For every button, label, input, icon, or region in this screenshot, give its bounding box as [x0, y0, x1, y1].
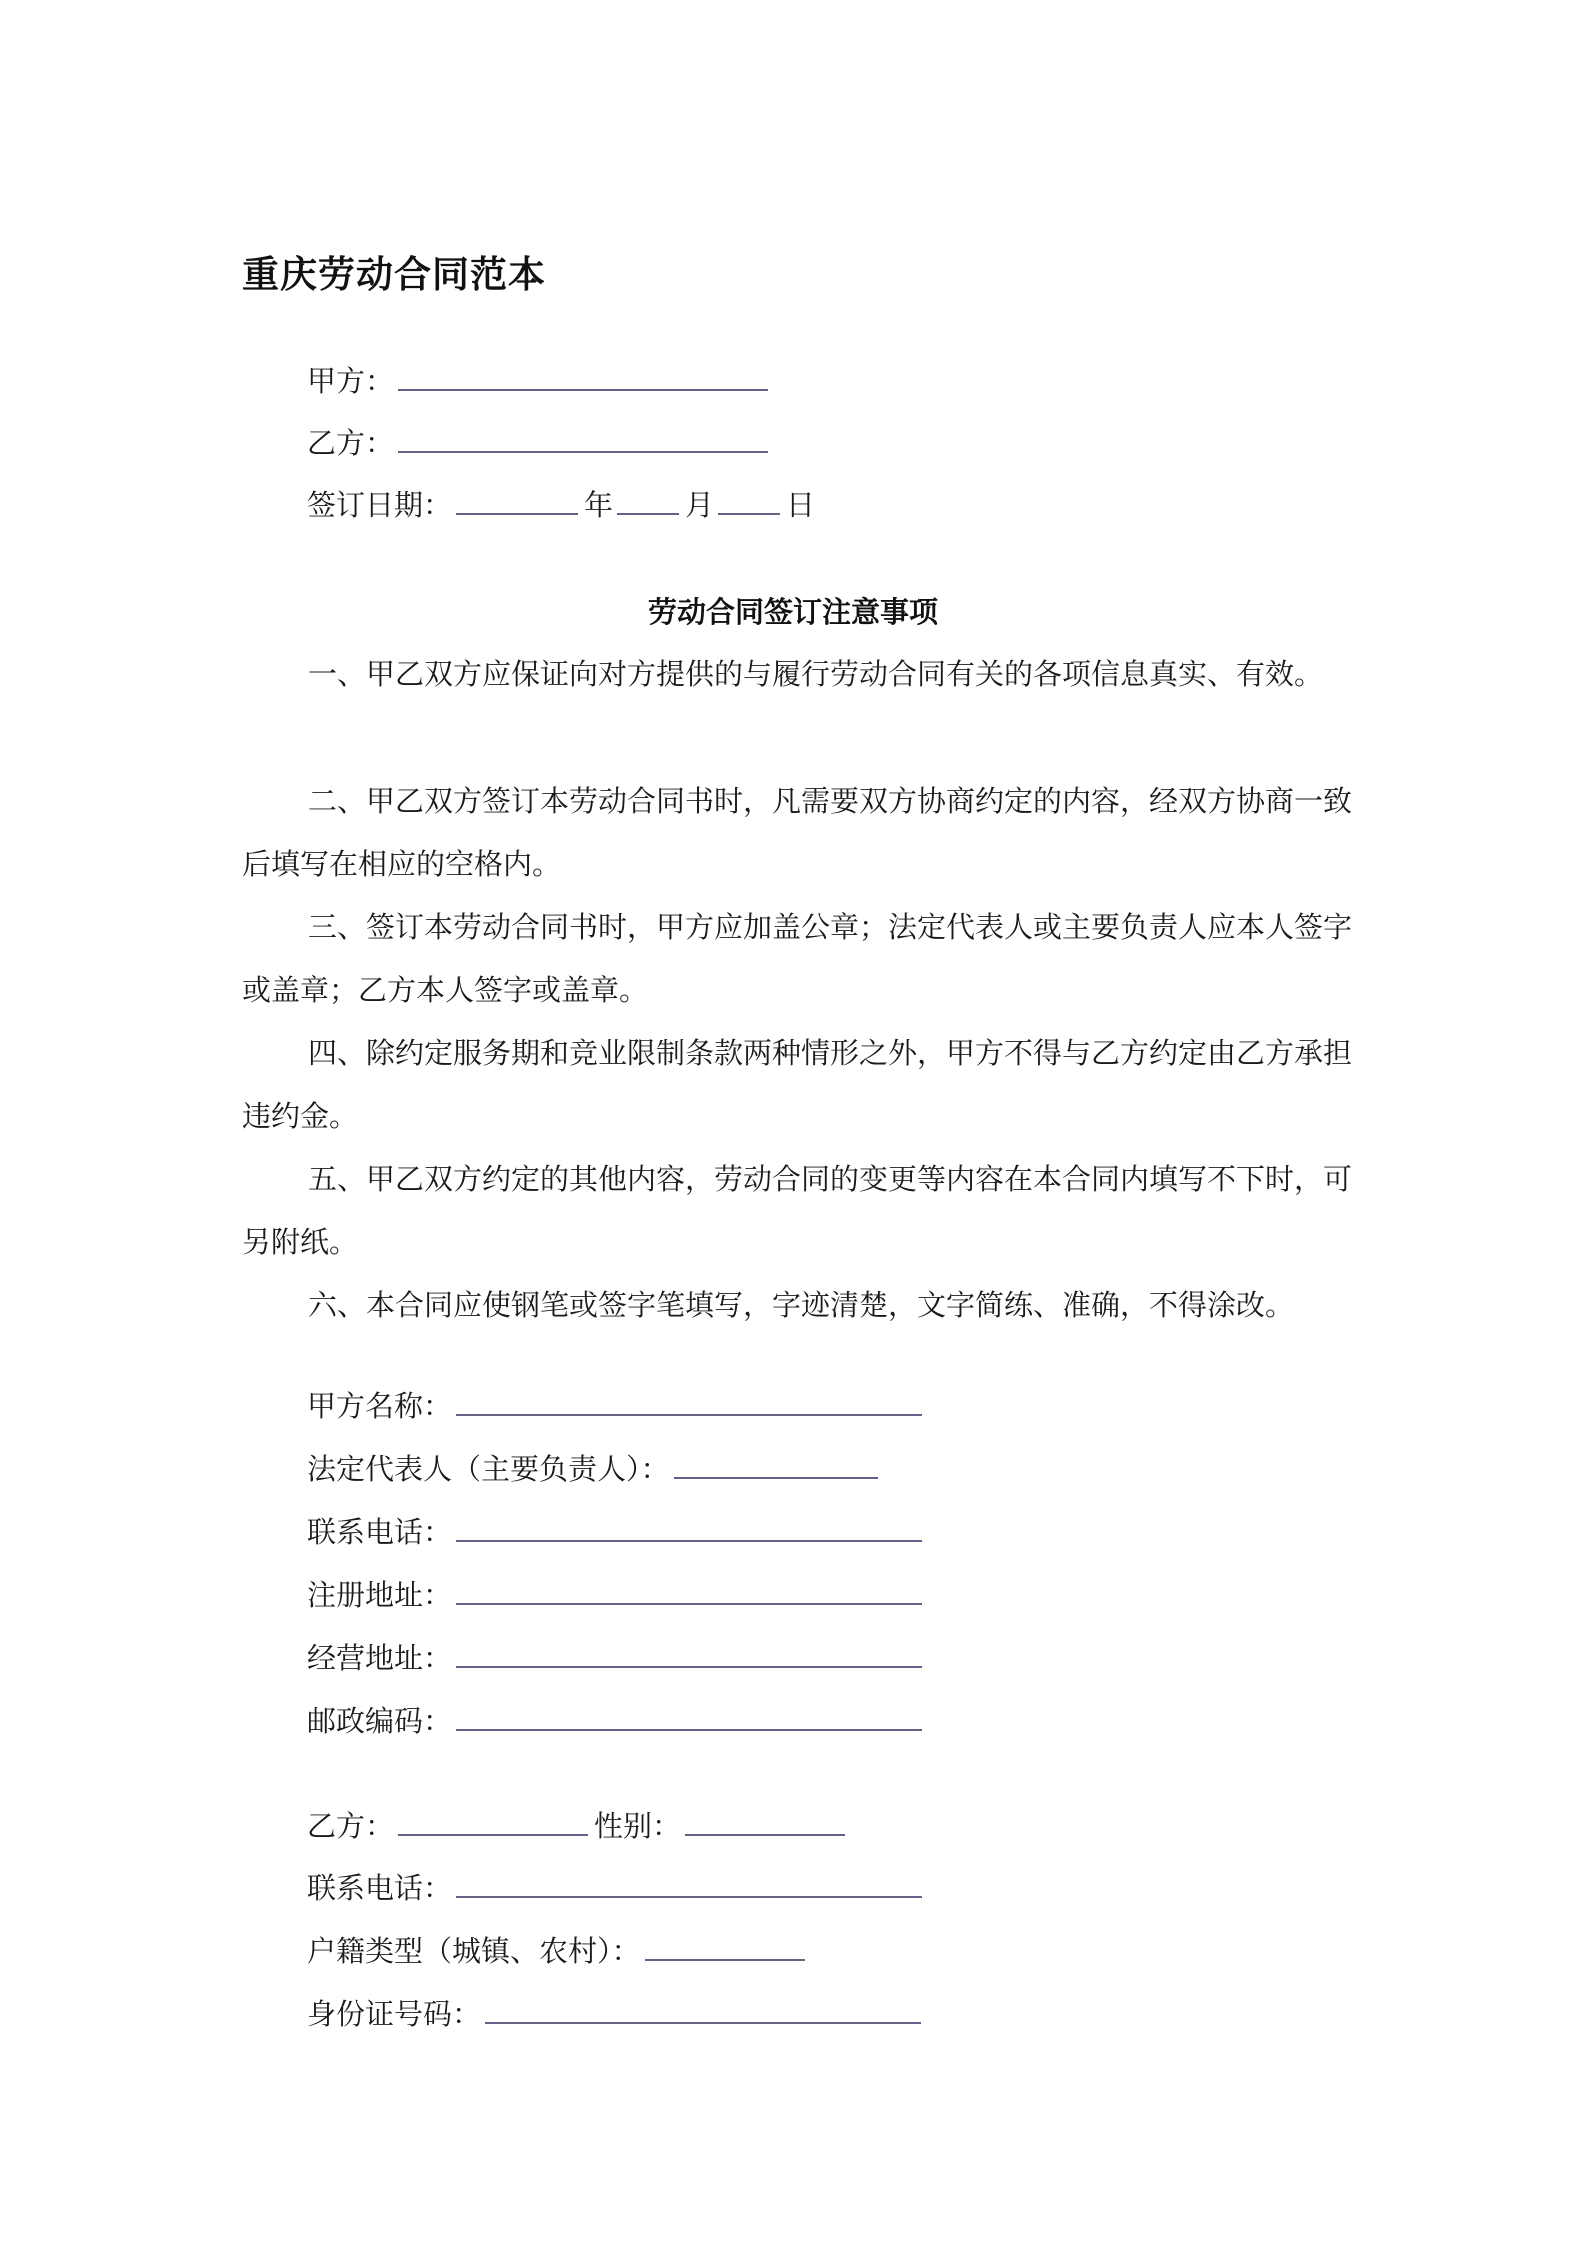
party-b-blank[interactable]: [398, 421, 768, 453]
hukou-type-blank[interactable]: [645, 1929, 805, 1961]
id-number-blank[interactable]: [485, 1992, 921, 2024]
document-title: 重庆劳动合同范本: [242, 253, 546, 296]
business-address-row: [307, 1636, 928, 1678]
postal-code-blank[interactable]: [456, 1699, 922, 1731]
party-b-label: 乙方：: [307, 426, 395, 460]
party-b-name-blank[interactable]: [398, 1804, 588, 1836]
notes-item-1: 一、甲乙双方应保证向对方提供的与履行劳动合同有关的各项信息真实、有效。: [308, 657, 1324, 691]
postal-code-label: 邮政编码：: [307, 1704, 453, 1738]
postal-code-row: [307, 1699, 928, 1741]
month-label: 月: [685, 488, 715, 522]
notes-item-6: 六、本合同应使钢笔或签字笔填写，字迹清楚，文字简练、准确，不得涂改。: [308, 1288, 1295, 1322]
party-a-phone-row: [307, 1510, 928, 1552]
hukou-type-row: [307, 1929, 811, 1971]
party-a-row: [307, 359, 774, 401]
party-a-name-blank[interactable]: [456, 1384, 922, 1416]
gender-blank[interactable]: [685, 1804, 845, 1836]
sign-date-row: [307, 483, 815, 525]
party-b-info-label: 乙方：: [307, 1809, 395, 1843]
legal-rep-row: [307, 1447, 884, 1489]
day-label: 日: [786, 488, 816, 522]
hukou-type-label: 户籍类型（城镇、农村）：: [307, 1934, 641, 1968]
gender-label: 性别：: [594, 1809, 682, 1843]
party-b-phone-blank[interactable]: [456, 1866, 922, 1898]
party-b-phone-row: [307, 1866, 928, 1908]
legal-rep-blank[interactable]: [674, 1447, 878, 1479]
party-a-phone-blank[interactable]: [456, 1510, 922, 1542]
sign-day-blank[interactable]: [718, 483, 780, 515]
party-a-phone-label: 联系电话：: [307, 1515, 453, 1549]
notes-item-3: 三、签订本劳动合同书时，甲方应加盖公章；法定代表人或主要负责人应本人签字或盖章；乙方本人签字或盖章。: [242, 910, 1353, 1007]
sign-date-label: 签订日期：: [307, 488, 453, 522]
registered-address-row: [307, 1573, 928, 1615]
notes-item-5: 五、甲乙双方约定的其他内容，劳动合同的变更等内容在本合同内填写不下时，可另附纸。: [242, 1162, 1353, 1259]
party-b-info-row: [307, 1804, 851, 1846]
party-a-blank[interactable]: [398, 359, 768, 391]
business-address-label: 经营地址：: [307, 1641, 453, 1675]
notes-item-2: 二、甲乙双方签订本劳动合同书时，凡需要双方协商约定的内容，经双方协商一致后填写在相应的空格内。: [242, 784, 1353, 881]
registered-address-label: 注册地址：: [307, 1578, 453, 1612]
id-number-row: [307, 1992, 927, 2034]
id-number-label: 身份证号码：: [307, 1997, 482, 2031]
registered-address-blank[interactable]: [456, 1573, 922, 1605]
business-address-blank[interactable]: [456, 1636, 922, 1668]
party-a-label: 甲方：: [307, 364, 395, 398]
party-b-row: [307, 421, 774, 463]
party-a-name-row: [307, 1384, 928, 1426]
party-b-phone-label: 联系电话：: [307, 1871, 453, 1905]
notes-item-4: 四、除约定服务期和竞业限制条款两种情形之外，甲方不得与乙方约定由乙方承担违约金。: [242, 1036, 1353, 1133]
sign-year-blank[interactable]: [456, 483, 578, 515]
notes-heading: 劳动合同签订注意事项: [647, 595, 938, 629]
year-label: 年: [584, 488, 614, 522]
party-a-name-label: 甲方名称：: [307, 1389, 453, 1423]
legal-rep-label: 法定代表人（主要负责人）：: [307, 1452, 670, 1486]
sign-month-blank[interactable]: [617, 483, 679, 515]
